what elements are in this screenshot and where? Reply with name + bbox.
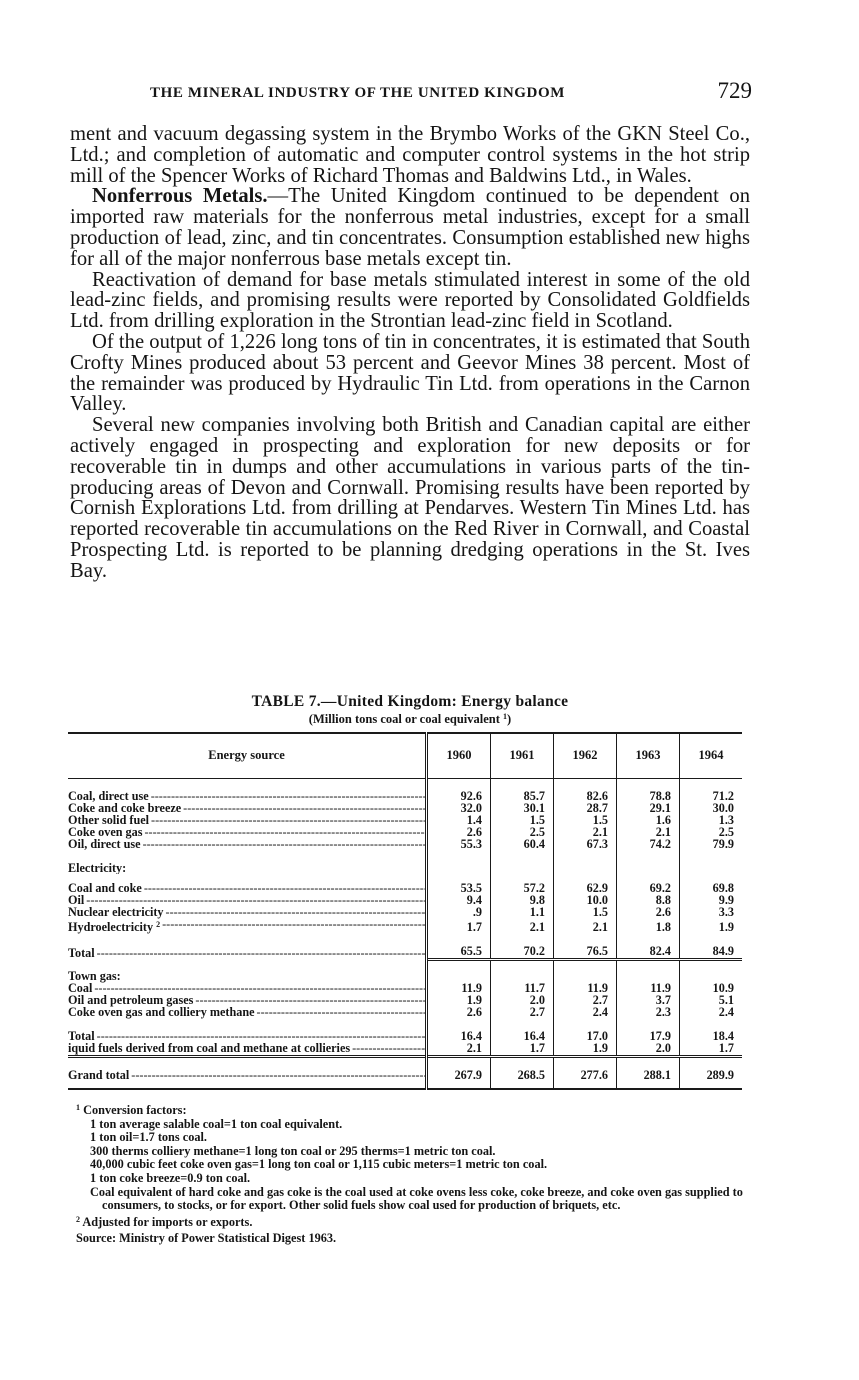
table-cell: 289.9 [680, 1056, 743, 1088]
table-cell: 69.2 [617, 874, 680, 895]
footnote-ref: 1 [76, 1103, 80, 1112]
table-cell: 29.1 [617, 803, 680, 815]
table-cell: 1.9 [427, 995, 491, 1007]
table-cell: 18.4 [680, 1019, 743, 1043]
table-cell: 30.0 [680, 803, 743, 815]
table-row [68, 827, 742, 839]
row-label: Electricity: [68, 860, 127, 875]
table-cell: 60.4 [491, 839, 554, 851]
table-cell: 9.4 [427, 895, 491, 907]
column-header: 1960 [427, 733, 491, 779]
table-cell: 2.4 [554, 1007, 617, 1019]
row-label: Oil, direct use ----- [68, 839, 425, 851]
table-row [68, 895, 742, 907]
table-cell: 82.6 [554, 779, 617, 803]
table-row [68, 1007, 742, 1019]
table-cell: 2.1 [427, 1043, 491, 1056]
table-cell: 79.9 [680, 839, 743, 851]
table-cell: 9.9 [680, 895, 743, 907]
table-cell: 288.1 [617, 1056, 680, 1088]
table-cell: 1.9 [680, 919, 743, 934]
table-cell: 92.6 [427, 779, 491, 803]
table-cell: 2.7 [491, 1007, 554, 1019]
table-cell: 65.5 [427, 934, 491, 959]
paragraph-reactivation: Reactivation of demand for base metals stimulated interest in some of the old lead-zinc fields, and promising results were reported by Consolidated Goldfields Ltd. from drilling exploration in the Strontian lead-zinc field in Scotland. [70, 268, 750, 333]
table-cell: 2.1 [554, 827, 617, 839]
table-section-heading [68, 851, 742, 875]
row-label: Nuclear electricity ----- [68, 907, 425, 919]
paragraph-nonferrous-metals [70, 186, 750, 269]
row-label: Coke oven gas and colliery methane ----- [68, 1007, 425, 1019]
table-cell: 1.9 [554, 1043, 617, 1056]
table-row [68, 1043, 742, 1056]
row-label: Coal and coke ----- [68, 883, 425, 895]
table-cell: 2.1 [554, 919, 617, 934]
table-row [68, 983, 742, 995]
footnote-line: 40,000 cubic feet coke oven gas=1 long ton coal or 1,115 cubic meters=1 metric ton coal. [90, 1157, 548, 1172]
row-label: Total ----- [68, 948, 425, 960]
table-cell: 30.1 [491, 803, 554, 815]
table-cell: 268.5 [491, 1056, 554, 1088]
table-cell: 1.5 [491, 815, 554, 827]
table-row [68, 919, 742, 934]
table-row-grand-total [68, 1056, 742, 1088]
table-cell: 1.7 [680, 1043, 743, 1056]
table-cell: 2.7 [554, 995, 617, 1007]
footnote-line: 1 ton average salable coal=1 ton coal equivalent. [90, 1116, 343, 1131]
footnote-line: Coal equivalent of hard coke and gas coke is the coal used at coke ovens less coke, coke breeze, and coke oven gas supplied to consumers, to stocks, or for export. Other solid fuels show coal used for production of briquets, etc. [90, 1184, 743, 1213]
table-cell: .9 [427, 907, 491, 919]
table-cell: 5.1 [680, 995, 743, 1007]
row-label: Town gas: [68, 969, 121, 984]
table-cell: 17.0 [554, 1019, 617, 1043]
table-footnotes [76, 1101, 744, 1246]
table-cell: 32.0 [427, 803, 491, 815]
table-cell: 62.9 [554, 874, 617, 895]
table-row [68, 803, 742, 815]
table-cell: 2.0 [617, 1043, 680, 1056]
table-cell: 2.1 [617, 827, 680, 839]
table-cell: 74.2 [617, 839, 680, 851]
running-title: THE MINERAL INDUSTRY OF THE UNITED KINGDOM [150, 85, 566, 101]
table-cell: 2.5 [680, 827, 743, 839]
table-cell: 85.7 [491, 779, 554, 803]
table-subtitle: (Million tons coal or coal equivalent $^1$) [308, 712, 512, 726]
footnote-ref: 1 [503, 712, 508, 721]
table-row [68, 815, 742, 827]
table-cell: 28.7 [554, 803, 617, 815]
table-cell: 11.7 [491, 983, 554, 995]
footnote-line: 1 ton coke breeze=0.9 ton coal. [90, 1170, 251, 1185]
table-cell: 2.4 [680, 1007, 743, 1019]
table-cell: 57.2 [491, 874, 554, 895]
paragraph-text: —The United Kingdom continued to be dependent on imported raw materials for the nonferrous metal industries, except for a small production of lead, zinc, and tin concentrates. Consumption established new highs for all of the major nonferrous base metals except tin. [70, 185, 751, 270]
table-cell: 2.6 [427, 827, 491, 839]
run-in-heading: Nonferrous Metals. [92, 185, 268, 208]
table-cell: 71.2 [680, 779, 743, 803]
table-cell: 2.5 [491, 827, 554, 839]
table-section-heading [68, 959, 742, 983]
column-header: 1962 [554, 733, 617, 779]
table-cell: 1.8 [617, 919, 680, 934]
table-cell: 16.4 [491, 1019, 554, 1043]
table-cell: 17.9 [617, 1019, 680, 1043]
table-cell: 1.6 [617, 815, 680, 827]
page-number: 729 [717, 78, 752, 103]
column-header: 1961 [491, 733, 554, 779]
footnote-ref: 2 [156, 920, 161, 930]
row-label: Total ----- [68, 1031, 425, 1043]
table-cell: 1.4 [427, 815, 491, 827]
table-cell: 2.1 [491, 919, 554, 934]
table-cell: 1.5 [554, 907, 617, 919]
table-cell: 11.9 [617, 983, 680, 995]
row-label: Coal ----- [68, 983, 425, 995]
footnote-line: 300 therms colliery methane=1 long ton coal or 295 therms=1 metric ton coal. [90, 1143, 496, 1158]
table-cell: 11.9 [427, 983, 491, 995]
table-row-total [68, 934, 742, 959]
row-label: Hydroelectricity $^2$ ----- [68, 919, 425, 934]
table-cell: 78.8 [617, 779, 680, 803]
row-label: Coal, direct use ----- [68, 791, 425, 803]
row-label: Other solid fuel ----- [68, 815, 425, 827]
table-cell: 2.6 [617, 907, 680, 919]
table-cell: 2.6 [427, 1007, 491, 1019]
table-cell: 84.9 [680, 934, 743, 959]
table-cell: 267.9 [427, 1056, 491, 1088]
table-cell: 3.7 [617, 995, 680, 1007]
row-label: Oil ----- [68, 895, 425, 907]
table-caption [70, 693, 750, 727]
footnote-ref: 2 [76, 1214, 80, 1224]
row-label: Grand total ----- [68, 1070, 425, 1082]
table-title: TABLE 7.—United Kingdom: Energy balance [251, 693, 569, 710]
footnote-1: $^1$ Conversion factors: [76, 1103, 187, 1117]
table-cell: 10.0 [554, 895, 617, 907]
table-row [68, 995, 742, 1007]
table-cell: 2.3 [617, 1007, 680, 1019]
row-label: Coke and coke breeze ----- [68, 803, 425, 815]
table-cell: 1.7 [427, 919, 491, 934]
table-cell: 1.7 [491, 1043, 554, 1056]
table-cell: 277.6 [554, 1056, 617, 1088]
table-cell: 1.3 [680, 815, 743, 827]
table-source: Source: Ministry of Power Statistical Digest 1963. [76, 1231, 337, 1246]
table-cell: 69.8 [680, 874, 743, 895]
body-text [70, 124, 750, 582]
footnote-2: $^2$ Adjusted for imports or exports. [76, 1214, 253, 1229]
table-cell: 10.9 [680, 983, 743, 995]
table-cell: 67.3 [554, 839, 617, 851]
table-cell: 3.3 [680, 907, 743, 919]
paragraph-tin-output: Of the output of 1,226 long tons of tin in concentrates, it is estimated that South Crofty Mines produced about 53 percent and Geevor Mines 38 percent. Most of the remainder was produced by Hydraulic Tin Ltd. from operations in the Carnon Valley. [70, 330, 750, 416]
table-cell: 8.8 [617, 895, 680, 907]
table-row-total [68, 1019, 742, 1043]
table-cell: 1.5 [554, 815, 617, 827]
row-label: Oil and petroleum gases ----- [68, 995, 425, 1007]
paragraph-new-companies: Several new companies involving both British and Canadian capital are either actively engaged in prospecting and exploration for new deposits or for recoverable tin in dumps and other accumulations in various parts of the tin-producing areas of Devon and Cornwall. Promising results have been reported by Cornish Explorations Ltd. from drilling at Pendarves. Western Tin Mines Ltd. has reported recoverable tin accumulations on the Red River in Cornwall, and Coastal Prospecting Ltd. is reported to be planning dredging operations in the St. Ives Bay. [70, 414, 750, 582]
paragraph-continued: ment and vacuum degassing system in the Brymbo Works of the GKN Steel Co., Ltd.; and completion of automatic and computer control systems in the hot strip mill of the Spencer Works of Richard Thomas and Baldwins Ltd., in Wales. [70, 123, 750, 187]
table-cell: 55.3 [427, 839, 491, 851]
energy-balance-table [68, 732, 742, 1090]
column-header: 1963 [617, 733, 680, 779]
table-cell: 11.9 [554, 983, 617, 995]
table-cell: 76.5 [554, 934, 617, 959]
table-cell: 53.5 [427, 874, 491, 895]
row-label: Coke oven gas ----- [68, 827, 425, 839]
table-row [68, 779, 742, 803]
running-head [70, 76, 752, 110]
table-cell: 82.4 [617, 934, 680, 959]
table-cell: 70.2 [491, 934, 554, 959]
table-row [68, 839, 742, 851]
table-row [68, 874, 742, 895]
table-cell: 1.1 [491, 907, 554, 919]
table-cell: 9.8 [491, 895, 554, 907]
row-label: iquid fuels derived from coal and methane at collieries ----- [68, 1043, 425, 1055]
table-cell: 2.0 [491, 995, 554, 1007]
table-cell: 16.4 [427, 1019, 491, 1043]
footnote-line: 1 ton oil=1.7 tons coal. [90, 1130, 208, 1145]
table-header-row [68, 733, 742, 779]
column-header: 1964 [680, 733, 743, 779]
column-header: Energy source [68, 733, 427, 779]
table-row [68, 907, 742, 919]
